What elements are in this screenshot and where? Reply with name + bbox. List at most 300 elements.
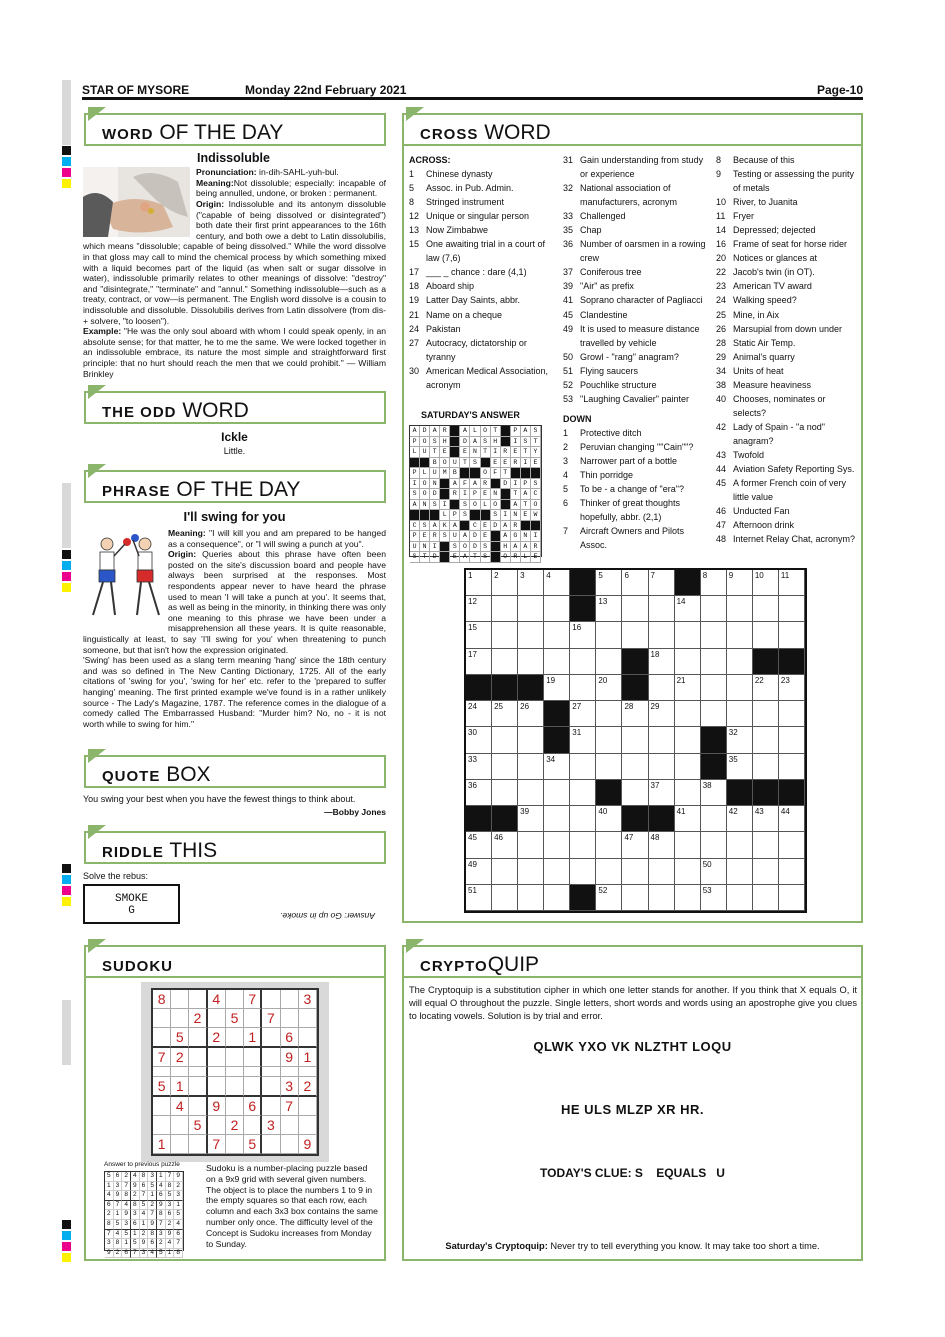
- sudoku-cell[interactable]: [299, 1097, 317, 1116]
- crossword-cell[interactable]: [596, 832, 622, 858]
- sudoku-cell[interactable]: [262, 1097, 280, 1116]
- previous-answer-cell: 7: [174, 1239, 183, 1249]
- sudoku-header: [84, 945, 386, 978]
- crossword-cell[interactable]: 53: [701, 885, 727, 911]
- crossword-cell[interactable]: 32: [727, 727, 753, 753]
- crossword-cell[interactable]: [753, 622, 779, 648]
- sudoku-cell[interactable]: [208, 1009, 226, 1028]
- sudoku-cell[interactable]: 1: [153, 1135, 171, 1154]
- answer-cell: [491, 542, 501, 553]
- sudoku-cell[interactable]: 9: [299, 1135, 317, 1154]
- sudoku-cell[interactable]: [208, 1067, 226, 1077]
- sudoku-cell[interactable]: [153, 1116, 171, 1135]
- crossword-cell[interactable]: [622, 754, 648, 780]
- previous-answer-cell: 2: [157, 1239, 166, 1249]
- crossword-cell[interactable]: [701, 832, 727, 858]
- sudoku-cell[interactable]: 5: [189, 1116, 207, 1135]
- crossword-cell[interactable]: 24: [466, 701, 492, 727]
- margin-bar: [62, 1000, 71, 1065]
- crossword-cell[interactable]: 29: [649, 701, 675, 727]
- sudoku-cell[interactable]: [226, 1048, 244, 1067]
- previous-answer-cell: 7: [157, 1220, 166, 1230]
- black-square: [753, 649, 779, 675]
- sudoku-cell[interactable]: [153, 1028, 171, 1048]
- crossword-cell[interactable]: [727, 649, 753, 675]
- sudoku-cell[interactable]: [262, 1028, 280, 1048]
- registration-mark: [62, 1231, 71, 1240]
- crossword-cell[interactable]: 22: [753, 675, 779, 701]
- crossword-cell[interactable]: [675, 649, 701, 675]
- answer-cell: A: [460, 426, 470, 437]
- crossword-cell[interactable]: 16: [570, 622, 596, 648]
- sudoku-cell[interactable]: [171, 990, 189, 1009]
- clue-item: 34 Units of heat: [716, 365, 784, 376]
- crossword-cell[interactable]: 37: [649, 780, 675, 806]
- previous-answer-cell: 4: [114, 1230, 123, 1240]
- crossword-cell[interactable]: [649, 754, 675, 780]
- crossword-cell[interactable]: [518, 885, 544, 911]
- section-title: CROSS WORD: [420, 121, 551, 144]
- crossword-cell[interactable]: 9: [727, 570, 753, 596]
- crossword-cell[interactable]: 23: [779, 675, 805, 701]
- crossword-cell[interactable]: [596, 859, 622, 885]
- crossword-cell[interactable]: 34: [544, 754, 570, 780]
- answer-cell: E: [481, 521, 491, 532]
- crossword-cell[interactable]: 12: [466, 596, 492, 622]
- sudoku-cell[interactable]: [281, 1116, 299, 1135]
- crossword-cell[interactable]: 17: [466, 649, 492, 675]
- sudoku-cell[interactable]: [262, 1048, 280, 1067]
- clue-item: 24 Walking speed?: [716, 295, 797, 306]
- crossword-cell[interactable]: [649, 596, 675, 622]
- crossword-cell[interactable]: 44: [779, 806, 805, 832]
- answer-cell: S: [531, 426, 541, 437]
- crossword-cell[interactable]: [675, 727, 701, 753]
- section-title: PHRASE OF THE DAY: [102, 478, 301, 501]
- sudoku-cell[interactable]: [171, 1116, 189, 1135]
- crossword-cell[interactable]: [675, 885, 701, 911]
- crossword-cell[interactable]: [544, 832, 570, 858]
- crossword-cell[interactable]: [753, 596, 779, 622]
- crossword-cell[interactable]: [675, 754, 701, 780]
- sudoku-cell[interactable]: 7: [244, 990, 262, 1009]
- crossword-cell[interactable]: [649, 675, 675, 701]
- crossword-cell[interactable]: 50: [701, 859, 727, 885]
- crossword-cell[interactable]: [570, 832, 596, 858]
- crossword-cell[interactable]: 6: [622, 570, 648, 596]
- crossword-cell[interactable]: [701, 675, 727, 701]
- crossword-cell[interactable]: [518, 780, 544, 806]
- crossword-cell[interactable]: [544, 885, 570, 911]
- crossword-cell[interactable]: 49: [466, 859, 492, 885]
- answer-cell: F: [491, 468, 501, 479]
- sudoku-cell[interactable]: [244, 1048, 262, 1067]
- page-number: Page-10: [816, 83, 863, 97]
- crossword-cell[interactable]: 47: [622, 832, 648, 858]
- crossword-cell[interactable]: [492, 754, 518, 780]
- answer-cell: N: [470, 447, 480, 458]
- crossword-cell[interactable]: 14: [675, 596, 701, 622]
- crossword-cell[interactable]: [596, 649, 622, 675]
- sudoku-cell[interactable]: [189, 1077, 207, 1097]
- crossword-cell[interactable]: [492, 859, 518, 885]
- sudoku-cell[interactable]: [153, 1009, 171, 1028]
- sudoku-cell[interactable]: [299, 1028, 317, 1048]
- sudoku-cell[interactable]: 6: [244, 1097, 262, 1116]
- crossword-cell[interactable]: [753, 859, 779, 885]
- crossword-cell[interactable]: 42: [727, 806, 753, 832]
- crossword-cell[interactable]: [675, 701, 701, 727]
- sudoku-cell[interactable]: 7: [208, 1135, 226, 1154]
- answer-cell: B: [430, 458, 440, 469]
- crossword-cell[interactable]: 19: [544, 675, 570, 701]
- crossword-cell[interactable]: [544, 622, 570, 648]
- sudoku-cell[interactable]: 2: [226, 1116, 244, 1135]
- sudoku-cell[interactable]: [244, 1116, 262, 1135]
- clue-item: 24 Pakistan: [409, 323, 461, 334]
- sudoku-cell[interactable]: [189, 1097, 207, 1116]
- sudoku-cell[interactable]: [208, 1077, 226, 1097]
- crossword-cell[interactable]: [492, 596, 518, 622]
- crossword-cell[interactable]: [518, 727, 544, 753]
- answer-cell: T: [501, 468, 511, 479]
- crossword-cell[interactable]: [753, 754, 779, 780]
- sudoku-cell[interactable]: [189, 1028, 207, 1048]
- crossword-cell[interactable]: [753, 885, 779, 911]
- crossword-cell[interactable]: 30: [466, 727, 492, 753]
- previous-answer-cell: 1: [140, 1220, 149, 1230]
- crossword-cell[interactable]: [570, 780, 596, 806]
- crossword-cell[interactable]: [779, 859, 805, 885]
- crossword-cell[interactable]: 33: [466, 754, 492, 780]
- crossword-cell[interactable]: [649, 859, 675, 885]
- crossword-cell[interactable]: [570, 754, 596, 780]
- sudoku-cell[interactable]: 5: [244, 1135, 262, 1154]
- crossword-cell[interactable]: [779, 832, 805, 858]
- clue-item: 47 Afternoon drink: [716, 520, 795, 531]
- sudoku-cell[interactable]: 9: [208, 1097, 226, 1116]
- sudoku-cell[interactable]: [226, 1067, 244, 1077]
- crossword-cell[interactable]: [492, 649, 518, 675]
- answer-cell: E: [481, 531, 491, 542]
- crossword-cell[interactable]: [492, 885, 518, 911]
- crossword-cell[interactable]: [779, 622, 805, 648]
- previous-answer-label: Answer to previous puzzle: [104, 1161, 180, 1168]
- crossword-cell[interactable]: [727, 701, 753, 727]
- crossword-cell[interactable]: 3: [518, 570, 544, 596]
- crossword-cell[interactable]: [544, 806, 570, 832]
- registration-mark: [62, 561, 71, 570]
- crossword-cell[interactable]: [622, 596, 648, 622]
- sudoku-cell[interactable]: [262, 990, 280, 1009]
- crossword-cell[interactable]: 35: [727, 754, 753, 780]
- crossword-cell[interactable]: 2: [492, 570, 518, 596]
- crossword-cell[interactable]: 28: [622, 701, 648, 727]
- previous-answer-cell: 8: [105, 1220, 114, 1230]
- crossword-cell[interactable]: 25: [492, 701, 518, 727]
- crossword-cell[interactable]: [492, 622, 518, 648]
- answer-cell: L: [420, 468, 430, 479]
- answer-cell: [450, 426, 460, 437]
- answer-cell: I: [410, 479, 420, 490]
- crossword-cell[interactable]: 20: [596, 675, 622, 701]
- sudoku-cell[interactable]: [262, 1067, 280, 1077]
- margin-bar: [62, 80, 71, 145]
- crossword-cell[interactable]: 41: [675, 806, 701, 832]
- sudoku-cell[interactable]: 4: [171, 1097, 189, 1116]
- crossword-cell[interactable]: 27: [570, 701, 596, 727]
- crossword-cell[interactable]: [649, 885, 675, 911]
- crossword-cell[interactable]: [727, 622, 753, 648]
- answer-cell: I: [501, 510, 511, 521]
- answer-cell: [521, 521, 531, 532]
- crossword-cell[interactable]: [779, 596, 805, 622]
- sudoku-cell[interactable]: 1: [171, 1077, 189, 1097]
- crossword-cell[interactable]: [727, 859, 753, 885]
- sudoku-cell[interactable]: [171, 1067, 189, 1077]
- crossword-cell[interactable]: 26: [518, 701, 544, 727]
- answer-cell: [440, 489, 450, 500]
- crossword-cell[interactable]: [492, 727, 518, 753]
- previous-answer-cell: 3: [114, 1182, 123, 1192]
- registration-mark: [62, 886, 71, 895]
- crossword-cell[interactable]: [622, 859, 648, 885]
- corner-flag-icon: [88, 825, 106, 839]
- answer-cell: [420, 510, 430, 521]
- crossword-cell[interactable]: 52: [596, 885, 622, 911]
- crossword-cell[interactable]: [596, 701, 622, 727]
- crossword-cell[interactable]: [727, 675, 753, 701]
- crossword-cell[interactable]: [518, 596, 544, 622]
- answer-cell: S: [410, 489, 420, 500]
- crossword-cell[interactable]: [596, 622, 622, 648]
- sudoku-cell[interactable]: 7: [153, 1048, 171, 1067]
- crossword-cell[interactable]: 36: [466, 780, 492, 806]
- sudoku-cell[interactable]: 5: [171, 1028, 189, 1048]
- answer-cell: D: [470, 531, 480, 542]
- crossword-cell[interactable]: [622, 727, 648, 753]
- sudoku-cell[interactable]: 3: [281, 1077, 299, 1097]
- crossword-cell[interactable]: [727, 885, 753, 911]
- sudoku-cell[interactable]: 2: [189, 1009, 207, 1028]
- crossword-cell[interactable]: [518, 832, 544, 858]
- crossword-cell[interactable]: [649, 727, 675, 753]
- crossword-cell[interactable]: [753, 701, 779, 727]
- crossword-cell[interactable]: 8: [701, 570, 727, 596]
- crossword-cell[interactable]: 31: [570, 727, 596, 753]
- crossword-cell[interactable]: [518, 649, 544, 675]
- sudoku-cell[interactable]: [189, 1135, 207, 1154]
- sudoku-cell[interactable]: [226, 990, 244, 1009]
- sudoku-cell[interactable]: [244, 1009, 262, 1028]
- crossword-cell[interactable]: 21: [675, 675, 701, 701]
- sudoku-cell[interactable]: [226, 1028, 244, 1048]
- phrase-headline: I'll swing for you: [183, 509, 286, 524]
- crossword-cell[interactable]: 4: [544, 570, 570, 596]
- crossword-cell[interactable]: 45: [466, 832, 492, 858]
- crossword-cell[interactable]: [701, 596, 727, 622]
- sudoku-cell[interactable]: 2: [299, 1077, 317, 1097]
- crossword-cell[interactable]: 1: [466, 570, 492, 596]
- sudoku-cell[interactable]: [226, 1077, 244, 1097]
- crossword-cell[interactable]: 18: [649, 649, 675, 675]
- crossword-cell[interactable]: [570, 649, 596, 675]
- crossword-cell[interactable]: 7: [649, 570, 675, 596]
- sudoku-cell[interactable]: 1: [244, 1028, 262, 1048]
- crossword-cell[interactable]: [596, 754, 622, 780]
- crossword-cell[interactable]: [570, 806, 596, 832]
- sudoku-cell[interactable]: [281, 1009, 299, 1028]
- sudoku-cell[interactable]: 2: [208, 1028, 226, 1048]
- quote-header: [84, 755, 386, 788]
- crossword-cell[interactable]: [779, 754, 805, 780]
- sudoku-cell[interactable]: [262, 1077, 280, 1097]
- previous-answer-cell: 6: [166, 1210, 175, 1220]
- answer-cell: L: [470, 426, 480, 437]
- section-title: RIDDLE THIS: [102, 839, 218, 862]
- sudoku-cell[interactable]: [153, 1067, 171, 1077]
- sudoku-cell[interactable]: 7: [262, 1009, 280, 1028]
- answer-cell: F: [460, 479, 470, 490]
- previous-answer-cell: 9: [114, 1191, 123, 1201]
- crossword-cell[interactable]: [727, 832, 753, 858]
- crossword-cell[interactable]: [544, 596, 570, 622]
- clue-item: 49 It is used to measure distance travelled by vehicle: [563, 323, 700, 348]
- crossword-cell[interactable]: [779, 885, 805, 911]
- sudoku-cell[interactable]: 7: [281, 1097, 299, 1116]
- answer-cell: [470, 510, 480, 521]
- crossword-cell[interactable]: [544, 649, 570, 675]
- sudoku-cell[interactable]: [171, 1009, 189, 1028]
- sudoku-cell[interactable]: [226, 1135, 244, 1154]
- crossword-cell[interactable]: [518, 859, 544, 885]
- sudoku-cell[interactable]: [171, 1135, 189, 1154]
- crossword-cell[interactable]: [701, 701, 727, 727]
- sudoku-cell[interactable]: 3: [299, 990, 317, 1009]
- clue-item: 17 ___ _ chance : dare (4,1): [409, 267, 527, 278]
- crossword-cell[interactable]: [753, 727, 779, 753]
- crossword-cell[interactable]: [518, 754, 544, 780]
- sudoku-cell[interactable]: [189, 990, 207, 1009]
- answer-cell: S: [460, 500, 470, 511]
- crossword-cell[interactable]: 13: [596, 596, 622, 622]
- answer-cell: A: [470, 437, 480, 448]
- crossword-cell[interactable]: [518, 622, 544, 648]
- sudoku-cell[interactable]: 9: [281, 1048, 299, 1067]
- crossword-cell[interactable]: [596, 727, 622, 753]
- sudoku-cell[interactable]: 5: [226, 1009, 244, 1028]
- answer-cell: [481, 458, 491, 469]
- sudoku-cell[interactable]: [153, 1097, 171, 1116]
- crossword-cell[interactable]: 11: [779, 570, 805, 596]
- sudoku-cell[interactable]: [226, 1097, 244, 1116]
- crossword-cell[interactable]: 38: [701, 780, 727, 806]
- crossword-cell[interactable]: [675, 859, 701, 885]
- sudoku-cell[interactable]: 2: [171, 1048, 189, 1067]
- crossword-cell[interactable]: 51: [466, 885, 492, 911]
- crossword-cell[interactable]: [779, 727, 805, 753]
- answer-cell: N: [430, 479, 440, 490]
- crossword-cell[interactable]: [675, 832, 701, 858]
- sudoku-cell[interactable]: 5: [153, 1077, 171, 1097]
- sudoku-cell[interactable]: [299, 1116, 317, 1135]
- sudoku-grid: [151, 988, 319, 1156]
- sudoku-cell[interactable]: 3: [262, 1116, 280, 1135]
- crossword-cell[interactable]: 43: [753, 806, 779, 832]
- clue-item: 46 Unducted Fan: [716, 506, 790, 517]
- section-title: THE ODD WORD: [102, 399, 249, 422]
- sudoku-cell[interactable]: [189, 1048, 207, 1067]
- crossword-cell[interactable]: [570, 859, 596, 885]
- previous-answer-cell: 8: [131, 1201, 140, 1211]
- crossword-cell[interactable]: [675, 780, 701, 806]
- sudoku-cell[interactable]: [281, 990, 299, 1009]
- crossword-cell[interactable]: 39: [518, 806, 544, 832]
- crossword-cell[interactable]: [753, 832, 779, 858]
- sudoku-cell[interactable]: [208, 1048, 226, 1067]
- answer-cell: C: [470, 521, 480, 532]
- crossword-cell[interactable]: [570, 675, 596, 701]
- sudoku-cell[interactable]: 1: [299, 1048, 317, 1067]
- crossword-cell[interactable]: [675, 622, 701, 648]
- crossword-cell[interactable]: [492, 780, 518, 806]
- sudoku-cell[interactable]: [281, 1135, 299, 1154]
- crossword-cell[interactable]: [649, 622, 675, 648]
- crossword-cell[interactable]: 46: [492, 832, 518, 858]
- sudoku-cell[interactable]: [262, 1135, 280, 1154]
- crossword-cell[interactable]: [701, 649, 727, 675]
- crossword-cell[interactable]: 48: [649, 832, 675, 858]
- crossword-cell[interactable]: [622, 885, 648, 911]
- crossword-cell[interactable]: [544, 859, 570, 885]
- clue-item: 19 Latter Day Saints, abbr.: [409, 295, 521, 306]
- sudoku-cell[interactable]: [299, 1009, 317, 1028]
- sudoku-cell[interactable]: [244, 1067, 262, 1077]
- crossword-cell[interactable]: [779, 701, 805, 727]
- sudoku-cell[interactable]: [299, 1067, 317, 1077]
- crossword-cell[interactable]: 40: [596, 806, 622, 832]
- sudoku-cell[interactable]: [189, 1067, 207, 1077]
- crossword-cell[interactable]: 15: [466, 622, 492, 648]
- black-square: [622, 806, 648, 832]
- sudoku-cell[interactable]: 4: [208, 990, 226, 1009]
- crossword-cell[interactable]: [622, 780, 648, 806]
- previous-answer-cell: 3: [148, 1172, 157, 1182]
- crossword-cell[interactable]: [727, 596, 753, 622]
- section-title: WORD OF THE DAY: [102, 121, 284, 144]
- sudoku-cell[interactable]: 6: [281, 1028, 299, 1048]
- answer-cell: R: [501, 447, 511, 458]
- answer-cell: W: [531, 510, 541, 521]
- black-square: [753, 780, 779, 806]
- sudoku-cell[interactable]: [281, 1067, 299, 1077]
- crossword-cell[interactable]: 5: [596, 570, 622, 596]
- answer-cell: H: [440, 437, 450, 448]
- crossword-cell[interactable]: [701, 622, 727, 648]
- crossword-cell[interactable]: [544, 780, 570, 806]
- crossword-cell[interactable]: [622, 622, 648, 648]
- sudoku-cell[interactable]: [244, 1077, 262, 1097]
- sudoku-cell[interactable]: 8: [153, 990, 171, 1009]
- answer-cell: E: [511, 447, 521, 458]
- answer-cell: O: [420, 437, 430, 448]
- cipher-line-2: HE ULS MLZP XR HR.: [560, 1102, 705, 1117]
- sudoku-cell[interactable]: [208, 1116, 226, 1135]
- answer-cell: O: [470, 500, 480, 511]
- crossword-cell[interactable]: 10: [753, 570, 779, 596]
- crossword-cell[interactable]: [701, 806, 727, 832]
- previous-answer-cell: 8: [140, 1172, 149, 1182]
